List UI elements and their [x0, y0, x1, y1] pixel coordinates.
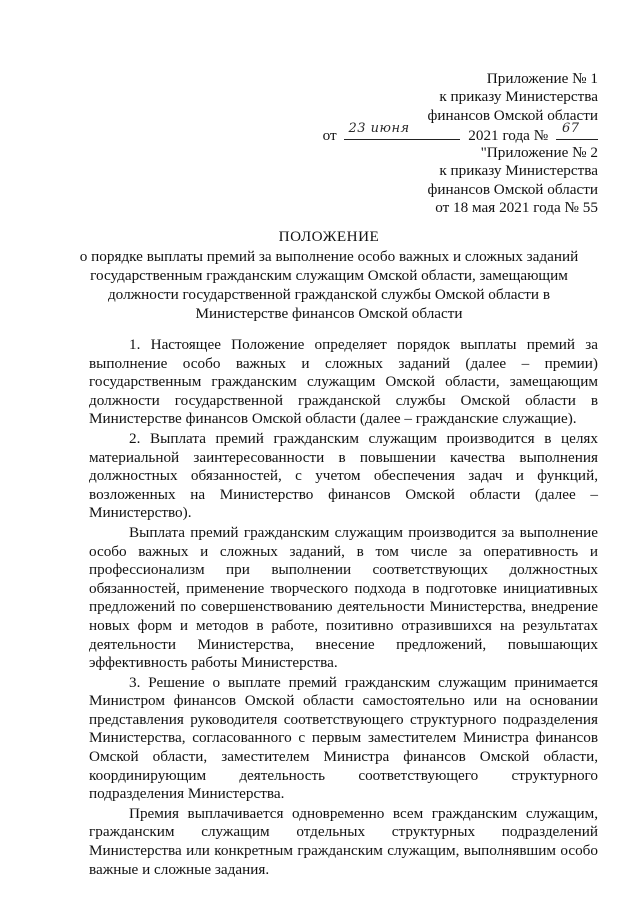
handwritten-date: 23 июня — [348, 120, 410, 136]
subtitle-line-2: государственным гражданским служащим Омской области, замещающим — [90, 267, 568, 285]
appendix-2-ministry: финансов Омской области — [427, 180, 598, 198]
document-heading: ПОЛОЖЕНИЕ — [278, 228, 380, 245]
handwritten-number: 67 — [562, 120, 580, 136]
subtitle-line-3: должности государственной гражданской службы Омской области в — [107, 286, 551, 304]
paragraph-1: 1. Настоящее Положение определяет порядок выплаты премий за выполнение особо важных и сложных заданий (далее – премии) государственным гражданским служащим Омской области, замещающим должности государственной гражданской службы Омской области в Министерстве финансов Омской области (далее – гражданские служащие). — [89, 336, 598, 428]
from-label: от — [322, 127, 337, 145]
appendix-2-header — [428, 144, 598, 218]
appendix-1-header — [323, 70, 598, 146]
appendix-2-date: от 18 мая 2021 года № 55 — [435, 199, 598, 217]
document-body — [89, 336, 598, 879]
year-number-label: 2021 года № — [468, 127, 549, 145]
paragraph-2: 2. Выплата премий гражданским служащим производится в целях материальной заинтересованности в повышении качества выполнения должностных обязанностей, с учетом обеспечения задач и функций, возложенных на Министерство финансов Омской области (далее – Министерство). — [89, 429, 598, 522]
subtitle-line-4: Министерстве финансов Омской области — [195, 305, 463, 323]
paragraph-4: 3. Решение о выплате премий гражданским служащим принимается Министром финансов Омской области самостоятельно или на основании представления руководителя соответствующего структурного подразделения Министерства, согласованного с первым заместителем Министра финансов Омской области, заместителем Министра финансов Омской области, координирующим деятельность соответствующего структурного подразделения Министерства. — [89, 673, 598, 803]
paragraph-5: Премия выплачивается одновременно всем гражданским служащим, гражданским служащим отдельных структурных подразделений Министерства или конкретным гражданским служащим, выполнявшим особо важные и сложные задания. — [89, 804, 598, 878]
paragraph-3: Выплата премий гражданским служащим производится за выполнение особо важных и сложных заданий, в том числе за оперативность и профессионализм при выполнении соответствующих должностных обязанностей, применение творческого подхода в подготовке инициативных предложений по совершенствованию деятельности Министерства, внедрение новых форм и методов в работе, позитивно отразившихся на результатах деятельности Министерства, внесение предложений, повышающих эффективность работы Министерства. — [89, 523, 598, 672]
date-fill-line — [344, 120, 460, 140]
appendix-2-title: "Приложение № 2 — [480, 144, 598, 161]
number-fill-line — [556, 120, 598, 140]
appendix-1-date-line — [322, 120, 598, 145]
appendix-1-title: Приложение № 1 — [486, 70, 598, 87]
document-title-block — [60, 228, 598, 323]
appendix-2-order-ref: к приказу Министерства — [439, 162, 598, 180]
subtitle-line-1: о порядке выплаты премий за выполнение особо важных и сложных заданий — [79, 248, 579, 266]
appendix-1-ministry: финансов Омской области — [427, 106, 598, 124]
appendix-1-order-ref: к приказу Министерства — [439, 88, 598, 106]
